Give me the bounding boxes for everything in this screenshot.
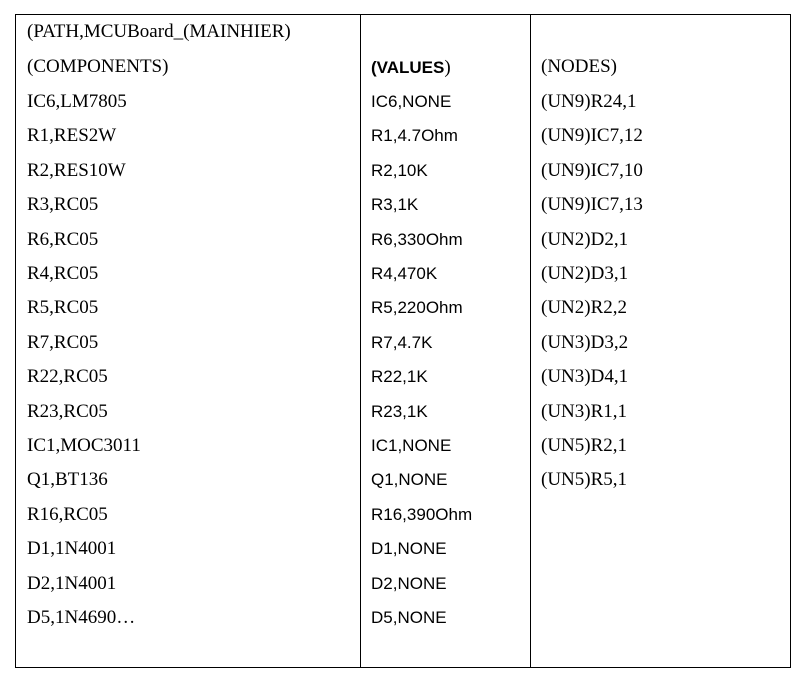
node-entry: (UN9)IC7,13 <box>541 194 643 216</box>
component-entry: R1,RES2W <box>27 125 117 147</box>
value-entry: R1,4.7Ohm <box>371 126 458 146</box>
component-entry: R6,RC05 <box>27 228 99 250</box>
value-entry: R5,220Ohm <box>371 298 463 318</box>
node-entry: (UN3)R1,1 <box>541 400 628 422</box>
component-entry: R16,RC05 <box>27 503 108 525</box>
value-entry: R23,1K <box>371 401 428 421</box>
node-entry: (UN9)IC7,10 <box>541 159 643 181</box>
node-entry: (UN9)R24,1 <box>541 91 637 112</box>
node-entry: (UN3)D3,2 <box>541 331 629 353</box>
value-entry: IC6,NONE <box>371 92 452 111</box>
values-header-paren: ) <box>444 57 451 78</box>
value-entry: R3,1K <box>371 195 419 215</box>
value-entry: D1,NONE <box>371 539 447 559</box>
components-header: (COMPONENTS) <box>27 56 169 77</box>
values-header <box>371 57 451 79</box>
value-entry: R7,4.7K <box>371 332 433 352</box>
component-entry: D5,1N4690… <box>27 607 136 628</box>
column-divider <box>530 15 531 667</box>
node-entry: (UN2)R2,2 <box>541 297 628 319</box>
column-divider <box>360 15 361 667</box>
node-entry: (UN2)D2,1 <box>541 228 629 250</box>
component-entry: R4,RC05 <box>27 263 99 284</box>
component-entry: IC6,LM7805 <box>27 91 127 112</box>
component-entry: R7,RC05 <box>27 331 99 353</box>
value-entry: R22,1K <box>371 367 428 387</box>
value-entry: IC1,NONE <box>371 436 452 455</box>
component-entry: R23,RC05 <box>27 400 108 422</box>
node-entry: (UN5)R2,1 <box>541 435 628 456</box>
component-entry: R22,RC05 <box>27 366 108 388</box>
value-entry: R4,470K <box>371 264 438 283</box>
value-entry: Q1,NONE <box>371 470 448 490</box>
value-entry: R2,10K <box>371 160 428 180</box>
nodes-header: (NODES) <box>541 56 617 77</box>
value-entry: D5,NONE <box>371 608 447 627</box>
component-entry: IC1,MOC3011 <box>27 435 141 456</box>
node-entry: (UN2)D3,1 <box>541 263 629 284</box>
value-entry: R16,390Ohm <box>371 504 473 524</box>
component-entry: R3,RC05 <box>27 194 99 216</box>
component-entry: D2,1N4001 <box>27 572 117 594</box>
component-entry: R5,RC05 <box>27 297 99 319</box>
netlist-table <box>15 14 791 668</box>
node-entry: (UN5)R5,1 <box>541 469 628 491</box>
node-entry: (UN9)IC7,12 <box>541 125 643 147</box>
value-entry: R6,330Ohm <box>371 229 463 249</box>
values-header-label: (VALUES <box>371 58 445 77</box>
node-entry: (UN3)D4,1 <box>541 366 629 388</box>
component-entry: R2,RES10W <box>27 159 126 181</box>
component-entry: Q1,BT136 <box>27 469 108 491</box>
path-header: (PATH,MCUBoard_(MAINHIER) <box>27 21 291 42</box>
component-entry: D1,1N4001 <box>27 538 117 560</box>
value-entry: D2,NONE <box>371 573 447 593</box>
